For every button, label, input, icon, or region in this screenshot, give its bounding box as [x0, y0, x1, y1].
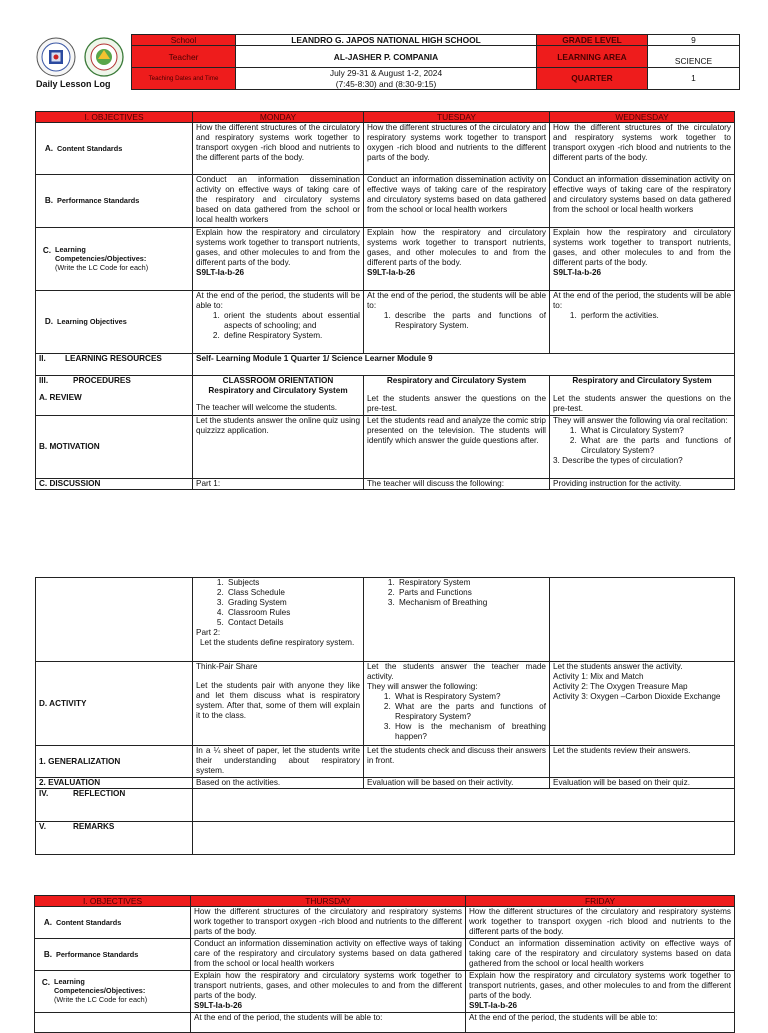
learning-objectives-label: D. Learning Objectives [36, 291, 193, 354]
grade-level-label: GRADE LEVEL [537, 35, 648, 46]
review-tue: Respiratory and Circulatory System Let the students answer the questions on the pre-test. [364, 376, 550, 416]
evaluation-label: 2. EVALUATION [36, 778, 193, 789]
learning-objectives-wed: At the end of the period, the students will be able to: 1. perform the activities. [550, 291, 735, 354]
learning-competencies-wed: Explain how the respiratory and circulatory systems work together to transport nutrients, gases, and other molecules to and from the different parts of the body. S9LT-Ia-b-26 [550, 228, 735, 291]
thursday-header: THURSDAY [191, 896, 466, 907]
performance-standards-label: B. Performance Standards [35, 939, 191, 971]
school-seal [84, 37, 124, 77]
activity-label: D. ACTIVITY [36, 662, 193, 746]
motivation-mon: Let the students answer the online quiz using quizzizz application. [193, 416, 364, 479]
generalization-label: 1. GENERALIZATION [36, 746, 193, 778]
learning-competencies-label: C. Learning Competencies/Objectives: (Write the LC Code for each) [36, 228, 193, 291]
document-title: Daily Lesson Log [36, 79, 111, 89]
remarks-content [193, 822, 735, 855]
learning-area-value: SCIENCE [648, 46, 740, 68]
generalization-mon: In a ¼ sheet of paper, let the students write their understanding about respiratory system. [193, 746, 364, 778]
learning-resources: Self- Learning Module 1 Quarter 1/ Science Learner Module 9 [193, 354, 735, 376]
learning-objectives-label [35, 1013, 191, 1033]
tuesday-header: TUESDAY [364, 112, 550, 123]
evaluation-wed: Evaluation will be based on their quiz. [550, 778, 735, 789]
discussion-label: C. DISCUSSION [36, 479, 193, 490]
friday-header: FRIDAY [466, 896, 735, 907]
learning-competencies-mon: Explain how the respiratory and circulatory systems work together to transport nutrients, gases, and other molecules to and from the different parts of the body. S9LT-Ia-b-26 [193, 228, 364, 291]
teacher-label: Teacher [132, 46, 236, 68]
learning-area-label: LEARNING AREA [537, 46, 648, 68]
lc-code: S9LT-Ia-b-26 [194, 1001, 243, 1011]
discussion-continued-wed [550, 578, 735, 662]
content-standards-label: A. Content Standards [36, 123, 193, 175]
discussion-continued-tue: 1. Respiratory System 2. Parts and Functions 3. Mechanism of Breathing [364, 578, 550, 662]
grade-level-value: 9 [648, 35, 740, 46]
header-table [131, 34, 740, 90]
discussion-mon: Part 1: [193, 479, 364, 490]
learning-objectives-thu: At the end of the period, the students will be able to: [191, 1013, 466, 1033]
discussion-continued-mon: 1. Subjects 2. Class Schedule 3. Grading System 4. Classroom Rules 5. Contact Details Part 2: Let the students define respiratory system. [193, 578, 364, 662]
content-standards-mon: How the different structures of the circulatory and respiratory systems work together to transport oxygen -rich blood and nutrients to the different parts of the body. [193, 123, 364, 175]
learning-resources-label: II. LEARNING RESOURCES [36, 354, 193, 376]
dates-line-1: July 29-31 & August 1-2, 2024 [329, 68, 443, 79]
monday-header: MONDAY [193, 112, 364, 123]
lc-code: S9LT-Ia-b-26 [196, 268, 245, 278]
learning-competencies-thu: Explain how the respiratory and circulatory systems work together to transport nutrients, gases, and other molecules to and from the different parts of the body. S9LT-Ia-b-26 [191, 971, 466, 1013]
content-standards-thu: How the different structures of the circulatory and respiratory systems work together to transport oxygen -rich blood and nutrients to the different parts of the body. [191, 907, 466, 939]
discussion-continued-label [36, 578, 193, 662]
review-label: A. REVIEW [39, 393, 82, 403]
lesson-log-table-3 [34, 895, 735, 1033]
generalization-wed: Let the students review their answers. [550, 746, 735, 778]
content-standards-tue: How the different structures of the circulatory and respiratory systems work together to transport oxygen -rich blood and nutrients to the different parts of the body. [364, 123, 550, 175]
reflection-content [193, 789, 735, 822]
motivation-wed: They will answer the following via oral recitation: 1. What is Circulatory System? 2. What are the parts and functions of Circulatory System? 3. Describe the types of circulation? [550, 416, 735, 479]
school-name: LEANDRO G. JAPOS NATIONAL HIGH SCHOOL [236, 35, 537, 46]
dates-label: Teaching Dates and Time [132, 68, 236, 90]
evaluation-mon: Based on the activities. [193, 778, 364, 789]
performance-standards-thu: Conduct an information dissemination activity on effective ways of taking care of the respiratory and circulatory systems based on data gathered from the school or local health workers [191, 939, 466, 971]
dates-line-2: (7:45-8:30) and (8:30-9:15) [335, 78, 437, 89]
activity-tue: Let the students answer the teacher made activity. They will answer the following: 1. What is Respiratory System? 2. What are the parts and functions of Respiratory System? 3. How is the mechanism of breathing happen? [364, 662, 550, 746]
learning-objectives-tue: At the end of the period, the students will be able to: 1. describe the parts and functions of Respiratory System. [364, 291, 550, 354]
objectives-header: I. OBJECTIVES [36, 112, 193, 123]
teacher-name: AL-JASHER P. COMPANIA [236, 46, 537, 68]
performance-standards-tue: Conduct an information dissemination activity on effective ways of taking care of the respiratory and circulatory systems based on data gathered from the school or local health workers [364, 175, 550, 228]
discussion-wed: Providing instruction for the activity. [550, 479, 735, 490]
motivation-tue: Let the students read and analyze the comic strip presented on the television. The students will identify which answer the guide questions after. [364, 416, 550, 479]
lesson-log-table-1 [35, 111, 735, 490]
lesson-log-table-2 [35, 577, 735, 855]
discussion-tue: The teacher will discuss the following: [364, 479, 550, 490]
quarter-value: 1 [648, 68, 740, 90]
reflection-label: IV. REFLECTION [36, 789, 193, 822]
lc-code: S9LT-Ia-b-26 [469, 1001, 518, 1011]
teaching-dates [236, 68, 537, 90]
performance-standards-label: B. Performance Standards [36, 175, 193, 228]
lc-code: S9LT-Ia-b-26 [553, 268, 602, 278]
school-label: School [132, 35, 236, 46]
content-standards-wed: How the different structures of the circulatory and respiratory systems work together to transport oxygen -rich blood and nutrients to the different parts of the body. [550, 123, 735, 175]
review-wed: Respiratory and Circulatory System Let the students answer the questions on the pre-test. [550, 376, 735, 416]
wednesday-header: WEDNESDAY [550, 112, 735, 123]
performance-standards-fri: Conduct an information dissemination activity on effective ways of taking care of the respiratory and circulatory systems based on data gathered from the school or local health workers [466, 939, 735, 971]
review-mon: CLASSROOM ORIENTATION Respiratory and Circulatory System The teacher will welcome the students. [193, 376, 364, 416]
learning-competencies-tue: Explain how the respiratory and circulatory systems work together to transport nutrients, gases, and other molecules to and from the different parts of the body. S9LT-Ia-b-26 [364, 228, 550, 291]
performance-standards-mon: Conduct an information dissemination activity on effective ways of taking care of the respiratory and circulatory systems based on data gathered from the school or local health workers [193, 175, 364, 228]
quarter-label: QUARTER [537, 68, 648, 90]
procedures-label: III. PROCEDURES A. REVIEW [36, 376, 193, 416]
content-standards-label: A. Content Standards [35, 907, 191, 939]
performance-standards-wed: Conduct an information dissemination activity on effective ways of taking care of the respiratory and circulatory systems based on data gathered from the school or local health workers [550, 175, 735, 228]
learning-objectives-mon: At the end of the period, the students will be able to: 1. orient the students about essential aspects of schooling; and 2. define Respiratory System. [193, 291, 364, 354]
activity-wed: Let the students answer the activity. Activity 1: Mix and Match Activity 2: The Oxygen Treasure Map Activity 3: Oxygen –Carbon Dioxide Exchange [550, 662, 735, 746]
objectives-header: I. OBJECTIVES [35, 896, 191, 907]
generalization-tue: Let the students check and discuss their answers in front. [364, 746, 550, 778]
remarks-label: V. REMARKS [36, 822, 193, 855]
activity-mon: Think-Pair Share Let the students pair with anyone they like and let them discuss what is respiratory system. After that, some of them will explain it to the class. [193, 662, 364, 746]
content-standards-fri: How the different structures of the circulatory and respiratory systems work together to transport oxygen -rich blood and nutrients to the different parts of the body. [466, 907, 735, 939]
motivation-label: B. MOTIVATION [36, 416, 193, 479]
deped-seal [36, 37, 76, 77]
evaluation-tue: Evaluation will be based on their activity. [364, 778, 550, 789]
lc-code: S9LT-Ia-b-26 [367, 268, 416, 278]
learning-competencies-label: C. Learning Competencies/Objectives: (Write the LC Code for each) [35, 971, 191, 1013]
learning-objectives-fri: At the end of the period, the students will be able to: [466, 1013, 735, 1033]
learning-competencies-fri: Explain how the respiratory and circulatory systems work together to transport nutrients, gases, and other molecules to and from the different parts of the body. S9LT-Ia-b-26 [466, 971, 735, 1013]
